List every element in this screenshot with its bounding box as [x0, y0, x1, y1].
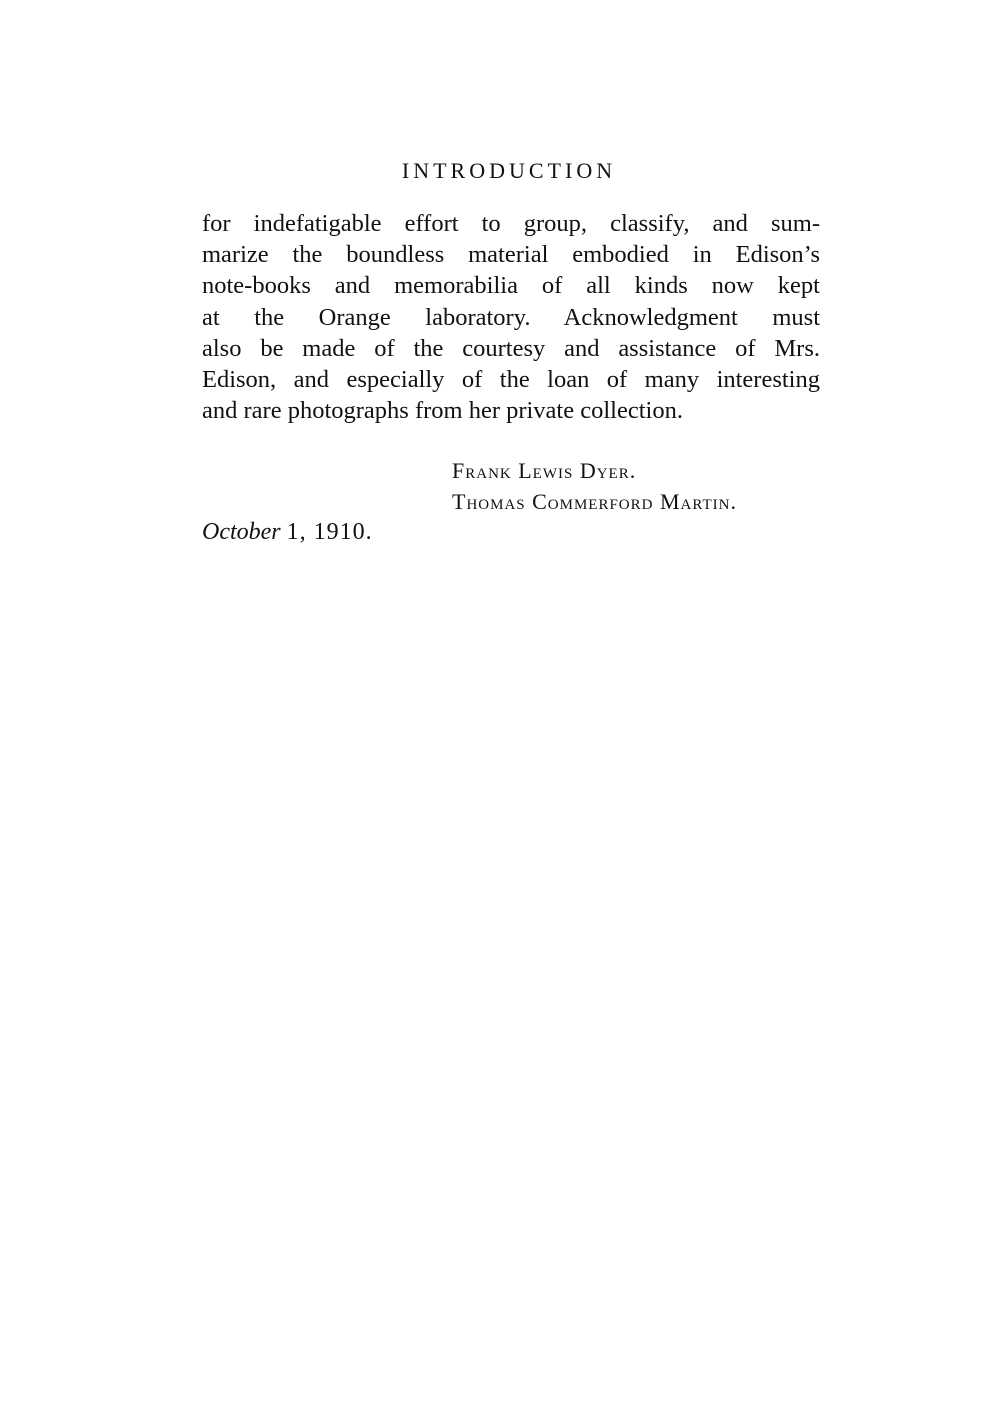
date-day-year: 1, 1910. [286, 519, 373, 545]
body-line: also be made of the courtesy and assistance of Mrs. [202, 334, 820, 362]
body-line: at the Orange laboratory. Acknowledgment must [202, 303, 820, 331]
body-line: and rare photographs from her private collection. [202, 397, 683, 425]
date-month: October [202, 519, 281, 545]
body-line: note-books and memorabilia of all kinds now kept [202, 272, 820, 300]
body-line: Edison, and especially of the loan of many interesting [202, 366, 820, 394]
body-line: for indefatigable effort to group, classify, and sum- [202, 210, 820, 237]
dateline [202, 519, 373, 546]
signature-thomas-commerford-martin: Thomas Commerford Martin. [452, 489, 737, 514]
signature-block [452, 455, 737, 517]
body-paragraph [202, 208, 820, 426]
running-head: INTRODUCTION [401, 158, 617, 183]
signature-frank-lewis-dyer: Frank Lewis Dyer. [452, 458, 637, 483]
body-line: marize the boundless material embodied in Edison’s [202, 241, 820, 269]
